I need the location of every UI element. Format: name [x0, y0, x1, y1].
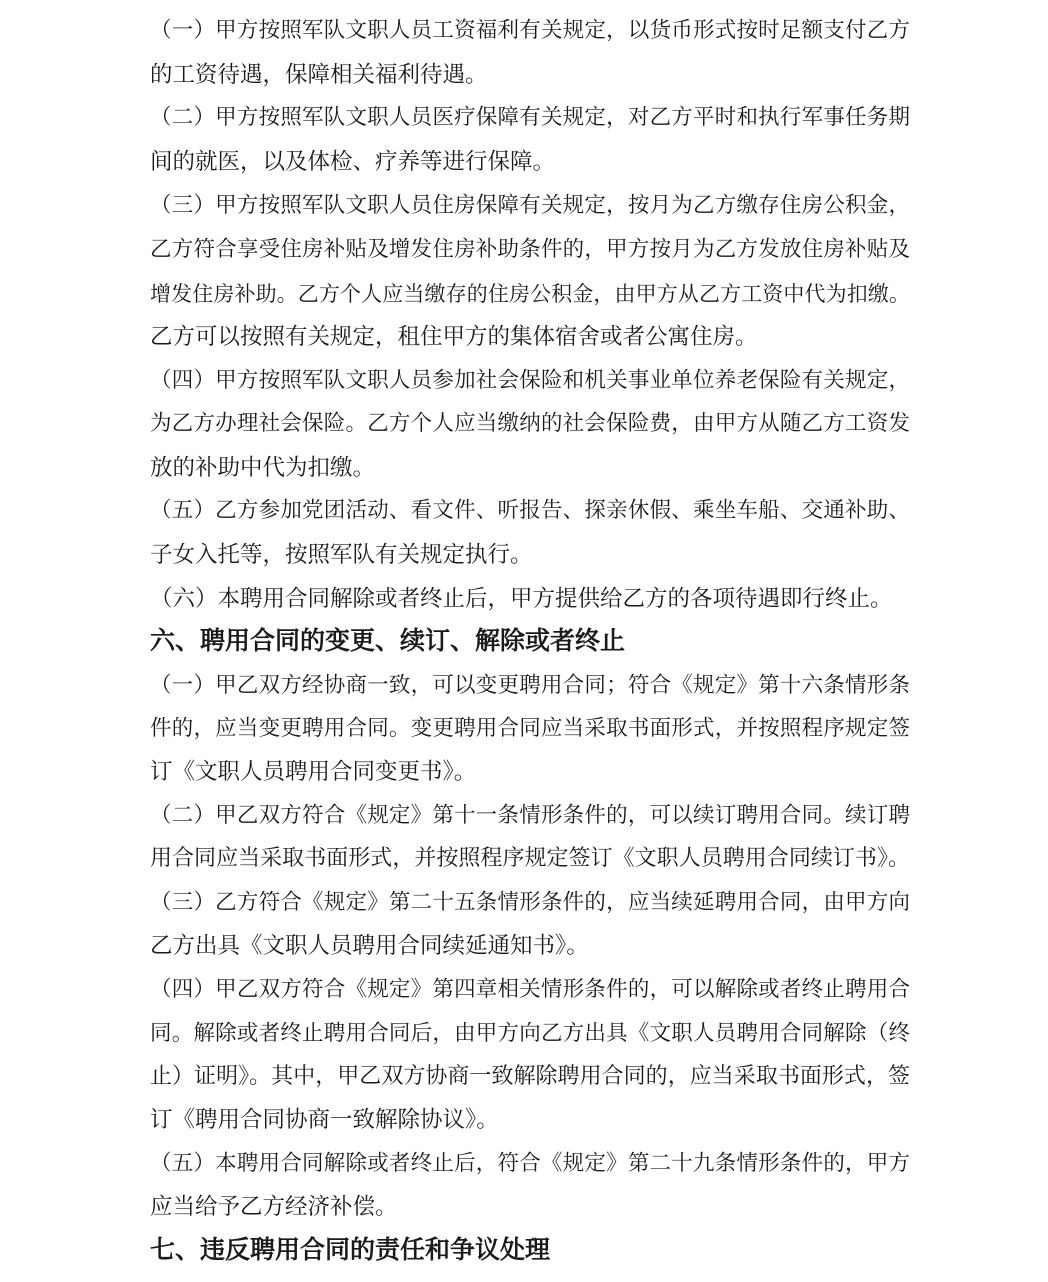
text-line: 订《聘用合同协商一致解除协议》。 [150, 1107, 499, 1133]
text-line: 订《文职人员聘用合同变更书》。 [150, 759, 477, 785]
text-line: （三）乙方符合《规定》第二十五条情形条件的，应当续延聘用合同，由甲方向 [150, 890, 910, 915]
text-line: 乙方可以按照有关规定，租住甲方的集体宿舍或者公寓住房。 [150, 324, 758, 350]
text-line: （五）乙方参加党团活动、看文件、听报告、探亲休假、乘坐车船、交通补助、 [150, 498, 910, 523]
text-line: （六）本聘用合同解除或者终止后，甲方提供给乙方的各项待遇即行终止。 [150, 586, 893, 612]
section-heading: 七、违反聘用合同的责任和争议处理 [150, 1235, 551, 1264]
text-line: （一）甲乙双方经协商一致，可以变更聘用合同；符合《规定》第十六条情形条 [150, 673, 910, 698]
text-line: 同。解除或者终止聘用合同后，由甲方向乙方出具《文职人员聘用合同解除（终 [150, 1021, 910, 1046]
text-line: （二）甲方按照军队文职人员医疗保障有关规定，对乙方平时和执行军事任务期 [150, 105, 910, 130]
text-line: 为乙方办理社会保险。乙方个人应当缴纳的社会保险费，由甲方从随乙方工资发 [150, 411, 910, 436]
text-line: 乙方符合享受住房补贴及增发住房补助条件的，甲方按月为乙方发放住房补贴及 [150, 237, 910, 262]
text-line: （三）甲方按照军队文职人员住房保障有关规定，按月为乙方缴存住房公积金， [150, 193, 910, 218]
text-line: 子女入托等，按照军队有关规定执行。 [150, 542, 533, 568]
text-line: （一）甲方按照军队文职人员工资福利有关规定，以货币形式按时足额支付乙方 [150, 18, 910, 43]
text-line: 增发住房补助。乙方个人应当缴存的住房公积金，由甲方从乙方工资中代为扣缴。 [150, 282, 910, 306]
text-line: 用合同应当采取书面形式，并按照程序规定签订《文职人员聘用合同续订书》。 [150, 846, 910, 871]
text-line: 乙方出具《文职人员聘用合同续延通知书》。 [150, 933, 589, 959]
text-line: 放的补助中代为扣缴。 [150, 455, 376, 481]
text-line: 应当给予乙方经济补偿。 [150, 1194, 398, 1220]
text-line: （四）甲乙双方符合《规定》第四章相关情形条件的，可以解除或者终止聘用合 [150, 977, 910, 1002]
text-line: （五）本聘用合同解除或者终止后，符合《规定》第二十九条情形条件的，甲方 [150, 1151, 910, 1176]
text-line: 间的就医，以及体检、疗养等进行保障。 [150, 149, 556, 175]
section-heading: 六、聘用合同的变更、续订、解除或者终止 [150, 626, 626, 655]
text-line: （四）甲方按照军队文职人员参加社会保险和机关事业单位养老保险有关规定， [150, 368, 910, 393]
text-line: （二）甲乙双方符合《规定》第十一条情形条件的，可以续订聘用合同。续订聘 [150, 803, 910, 828]
text-line: 的工资待遇，保障相关福利待遇。 [150, 62, 488, 88]
text-line: 止）证明》。其中，甲乙双方协商一致解除聘用合同的，应当采取书面形式，签 [150, 1064, 910, 1089]
text-line: 件的，应当变更聘用合同。变更聘用合同应当采取书面形式，并按照程序规定签 [150, 716, 910, 741]
